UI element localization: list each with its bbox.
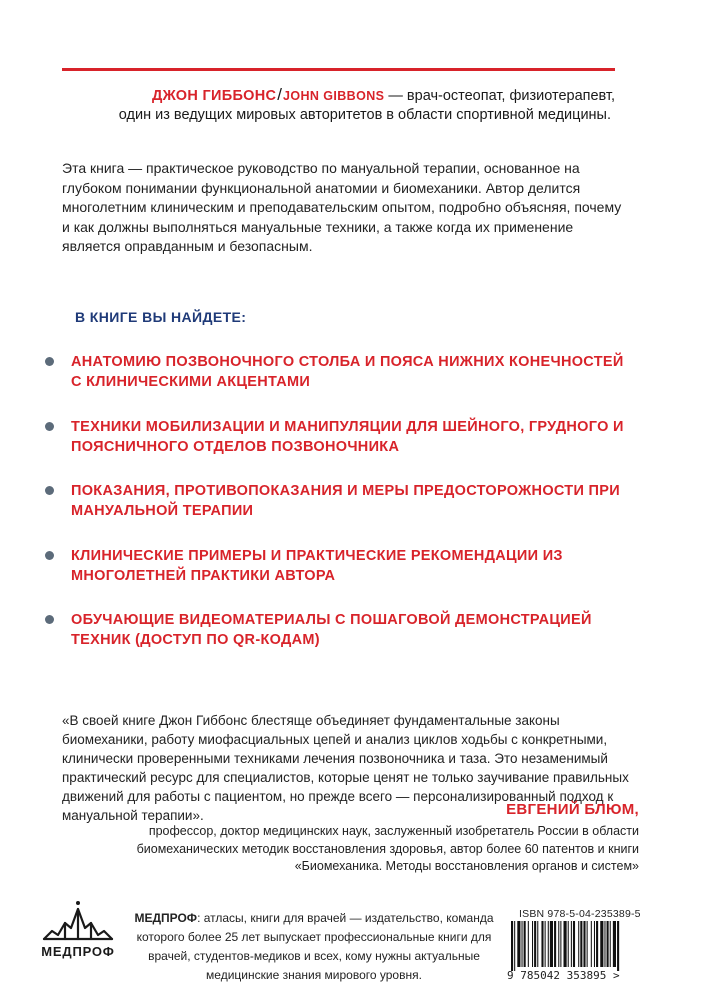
barcode-bar xyxy=(594,921,595,967)
barcode-bar xyxy=(600,921,603,967)
barcode-bar xyxy=(522,921,523,967)
barcode-bar xyxy=(548,921,549,967)
feature-text: КЛИНИЧЕСКИЕ ПРИМЕРЫ И ПРАКТИЧЕСКИЕ РЕКОМЕНДАЦИИ ИЗ МНОГОЛЕТНЕЙ ПРАКТИКИ АВТОРА xyxy=(71,547,563,584)
author-block xyxy=(62,80,615,137)
barcode-icon xyxy=(509,921,657,971)
features-list xyxy=(45,352,645,675)
bullet-dot-icon xyxy=(45,615,54,624)
feature-item xyxy=(45,610,645,675)
publisher-description xyxy=(134,909,494,985)
barcode-bar xyxy=(524,921,526,967)
barcode-bar xyxy=(596,921,598,967)
barcode-bar xyxy=(617,921,619,971)
feature-item xyxy=(45,352,645,417)
feature-item xyxy=(45,481,645,546)
barcode-bar xyxy=(604,921,605,967)
barcode-bar xyxy=(564,921,567,967)
barcode-bar xyxy=(578,921,579,967)
review-author: ЕВГЕНИЙ БЛЮМ, xyxy=(506,801,639,818)
publisher-name: МЕДПРОФ xyxy=(134,911,198,925)
barcode-bar xyxy=(613,921,616,967)
barcode-bar xyxy=(537,921,538,967)
barcode-bar xyxy=(583,921,585,967)
intro-paragraph: Эта книга — практическое руководство по мануальной терапии, основанное на глубоком понимании функциональной анатомии и биомеханики. Автор делится многолетним клиническим и преподавательским опытом, подробно объясняя, почему и как должны выполняться мануальные техники, а также когда их применение является оправданным и безопасным. xyxy=(62,160,622,255)
barcode-bar xyxy=(571,921,572,967)
barcode-bar xyxy=(532,921,533,967)
barcode-bar xyxy=(517,921,520,967)
barcode-digits: 9 785042 353895 > xyxy=(507,969,620,982)
review-author-credentials: профессор, доктор медицинских наук, заслуженный изобретатель России в области биомеханических методик восстановления здоровья, автор более 60 патентов и книги «Биомеханика. Методы восстановления органов и систем» xyxy=(136,824,639,873)
barcode-bar xyxy=(591,921,592,967)
author-description-1: — врач-остеопат, физиотерапевт, xyxy=(384,88,615,104)
barcode-bar xyxy=(580,921,582,967)
publisher-text: : атласы, книги для врачей — издательство, команда которого более 25 лет выпускает профессиональные книги для врачей, студентов-медиков и всех, кому нужны актуальные медицинские знания мирового уровня. xyxy=(136,911,494,982)
feature-item xyxy=(45,546,645,611)
barcode-bar xyxy=(545,921,546,967)
logo-wordmark: МЕДПРОФ xyxy=(41,944,115,959)
bullet-dot-icon xyxy=(45,486,54,495)
barcode-bar xyxy=(550,921,553,967)
barcode-bar xyxy=(541,921,543,967)
feature-text: ПОКАЗАНИЯ, ПРОТИВОПОКАЗАНИЯ И МЕРЫ ПРЕДОСТОРОЖНОСТИ ПРИ МАНУАЛЬНОЙ ТЕРАПИИ xyxy=(71,483,620,519)
barcode-bar xyxy=(610,921,611,967)
barcode-bar xyxy=(607,921,609,967)
author-description-2: один из ведущих мировых авторитетов в области спортивной медицины. xyxy=(118,107,611,123)
author-line-1 xyxy=(152,85,615,105)
barcode-bar xyxy=(568,921,569,967)
barcode-bar xyxy=(573,921,575,967)
barcode-bar xyxy=(514,921,515,971)
feature-item xyxy=(45,417,645,482)
barcode-bar xyxy=(587,921,588,967)
isbn-number: ISBN 978-5-04-235389-5 xyxy=(519,908,641,920)
features-heading: В КНИГЕ ВЫ НАЙДЕТЕ: xyxy=(75,309,247,325)
author-name-en: JOHN GIBBONS xyxy=(283,89,385,103)
bullet-dot-icon xyxy=(45,551,54,560)
barcode-bar xyxy=(560,921,561,967)
bullet-dot-icon xyxy=(45,357,54,366)
barcode-bar xyxy=(534,921,536,967)
top-red-rule xyxy=(62,68,615,71)
review-quote: «В своей книге Джон Гиббонс блестяще объединяет фундаментальные законы биомеханики, работу миофасциальных цепей и анализ циклов ходьбы с конкретными, клинически проверенными техниками лечения позвоночника и таза. Это незаменимый практический ресурс для специалистов, которые ценят не только заучивание правильных движений для работы с пациентом, но прежде всего — персонализированный подход к мануальной терапии». xyxy=(62,713,629,823)
author-name-ru: ДЖОН ГИББОНС xyxy=(151,88,277,104)
bullet-dot-icon xyxy=(45,422,54,431)
barcode-bar xyxy=(528,921,529,967)
feature-text: ОБУЧАЮЩИЕ ВИДЕОМАТЕРИАЛЫ С ПОШАГОВОЙ ДЕМОНСТРАЦИЕЙ ТЕХНИК (ДОСТУП ПО QR-КОДАМ) xyxy=(71,612,592,648)
barcode-bar xyxy=(558,921,559,967)
feature-text: АНАТОМИЮ ПОЗВОНОЧНОГО СТОЛБА И ПОЯСА НИЖНИХ КОНЕЧНОСТЕЙ С КЛИНИЧЕСКИМИ АКЦЕНТАМИ xyxy=(71,354,624,390)
feature-text: ТЕХНИКИ МОБИЛИЗАЦИИ И МАНИПУЛЯЦИИ ДЛЯ ШЕЙНОГО, ГРУДНОГО И ПОЯСНИЧНОГО ОТДЕЛОВ ПОЗВОНОЧНИКА xyxy=(71,418,624,455)
author-slash: / xyxy=(277,85,283,104)
barcode-bar xyxy=(511,921,513,971)
barcode-bar xyxy=(554,921,556,967)
